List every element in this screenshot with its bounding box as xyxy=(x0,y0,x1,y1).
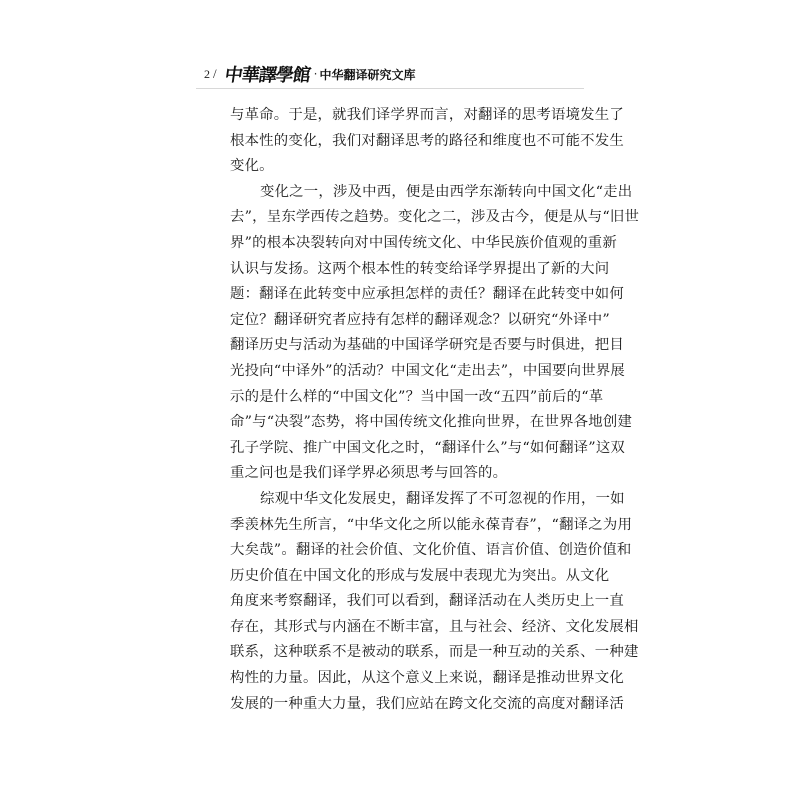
text-line: 历史价值在中国文化的形成与发展中表现尤为突出。从文化 xyxy=(230,567,610,584)
text-line: 联系，这种联系不是被动的联系，而是一种互动的关系、一种建 xyxy=(230,644,639,661)
running-header xyxy=(204,62,415,86)
page-number: 2 xyxy=(204,66,210,81)
text-line: 大矣哉”。翻译的社会价值、文化价值、语言价值、创造价值和 xyxy=(230,542,632,559)
text-line: 界”的根本决裂转向对中国传统文化、中华民族价值观的重新 xyxy=(230,234,617,251)
text-line: 变化之一，涉及中西，便是由西学东渐转向中国文化“走出 xyxy=(260,183,633,200)
header-dot: · xyxy=(313,67,318,81)
text-line: 命”与“决裂”态势，将中国传统文化推向世界，在世界各地创建 xyxy=(230,414,633,431)
body-text xyxy=(230,103,640,717)
text-line: 题：翻译在此转变中应承担怎样的责任？翻译在此转变中如何 xyxy=(230,286,624,303)
text-line: 翻译历史与活动为基础的中国译学研究是否要与时俱进，把目 xyxy=(230,337,624,354)
text-line: 发展的一种重大力量，我们应站在跨文化交流的高度对翻译活 xyxy=(230,695,624,712)
text-line: 角度来考察翻译，我们可以看到，翻译活动在人类历史上一直 xyxy=(230,593,624,610)
header-separator: / xyxy=(213,66,217,81)
text-line: 存在，其形式与内涵在不断丰富，且与社会、经济、文化发展相 xyxy=(230,618,639,635)
text-line: 定位？翻译研究者应持有怎样的翻译观念？以研究“外译中” xyxy=(230,311,610,328)
text-line: 变化。 xyxy=(230,158,274,175)
text-line: 孔子学院、推广中国文化之时，“翻译什么”与“如何翻译”这双 xyxy=(230,439,625,456)
header-divider xyxy=(196,88,584,89)
text-line: 构性的力量。因此，从这个意义上来说，翻译是推动世界文化 xyxy=(230,670,624,687)
text-line: 与革命。于是，就我们译学界而言，对翻译的思考语境发生了 xyxy=(230,107,624,123)
text-line: 季羡林先生所言，“中华文化之所以能永葆青春”，“翻译之为用 xyxy=(230,516,633,533)
text-line: 根本性的变化，我们对翻译思考的路径和维度也不可能不发生 xyxy=(230,132,624,149)
series-title: 中华翻译研究文库 xyxy=(319,67,416,82)
text-line: 认识与发扬。这两个根本性的转变给译学界提出了新的大问 xyxy=(230,260,610,277)
text-line: 去”，呈东学西传之趋势。变化之二，涉及古今，便是从与“旧世 xyxy=(230,209,640,226)
text-line: 示的是什么样的“中国文化”？当中国一改“五四”前后的“革 xyxy=(230,388,604,405)
text-line: 光投向“中译外”的活动？中国文化“走出去”，中国要向世界展 xyxy=(230,362,625,379)
text-line: 综观中华文化发展史，翻译发挥了不可忽视的作用，一如 xyxy=(260,490,625,507)
text-line: 重之问也是我们译学界必须思考与回答的。 xyxy=(230,465,508,482)
publisher-logo: 中華譯學館 xyxy=(222,65,311,86)
